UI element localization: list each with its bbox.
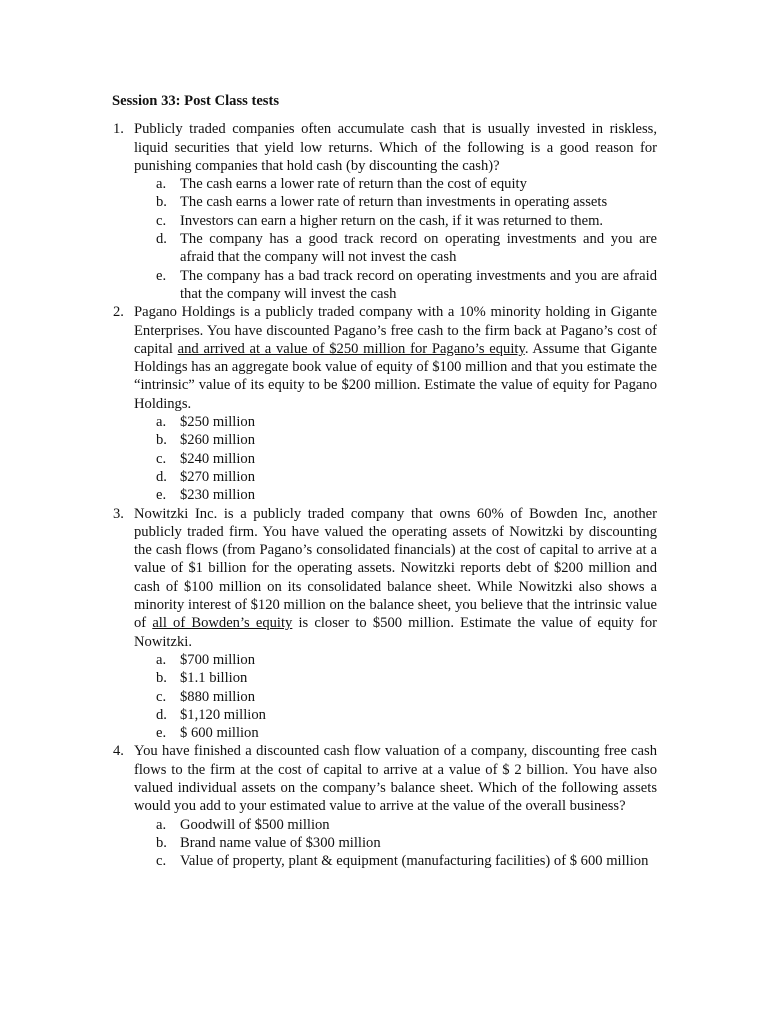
option-text: Brand name value of $300 million xyxy=(180,834,381,851)
option-list xyxy=(134,413,657,504)
option-letter: a. xyxy=(156,651,167,668)
option-letter: d. xyxy=(156,706,167,723)
option-text: The cash earns a lower rate of return than investments in operating assets xyxy=(180,194,608,211)
option-text: $260 million xyxy=(180,432,255,449)
stem-text: . Assume that Gigante Holdings has an aggregate book value of equity of $100 million and that you estimate the “intrinsic” value of its equity to be $200 million. Estimate the value of equity for Pagano Holdings. xyxy=(134,340,657,412)
option-item xyxy=(134,816,657,834)
option-letter: c. xyxy=(156,450,167,467)
option-letter: b. xyxy=(156,670,167,687)
option-item xyxy=(134,267,657,304)
option-text: $270 million xyxy=(180,468,255,485)
option-text: $1,120 million xyxy=(180,706,266,723)
question-2 xyxy=(112,303,657,504)
option-item xyxy=(134,450,657,468)
option-item xyxy=(134,413,657,431)
question-stem xyxy=(134,303,657,413)
page-title: Session 33: Post Class tests xyxy=(112,93,280,109)
option-text: Investors can earn a higher return on the cash, if it was returned to them. xyxy=(180,212,604,229)
document-page xyxy=(112,92,657,870)
option-text: Goodwill of $500 million xyxy=(180,816,330,833)
underlined-text: and arrived at a value of $250 million for Pagano’s equity xyxy=(177,340,525,357)
option-item xyxy=(134,852,657,870)
option-letter: c. xyxy=(156,853,167,870)
option-letter: c. xyxy=(156,212,167,229)
option-list xyxy=(134,175,657,303)
option-list xyxy=(134,651,657,742)
option-letter: b. xyxy=(156,834,167,851)
option-text: $700 million xyxy=(180,651,255,668)
option-list xyxy=(134,816,657,871)
question-4 xyxy=(112,742,657,870)
option-letter: a. xyxy=(156,414,167,431)
option-text: The cash earns a lower rate of return than the cost of equity xyxy=(180,176,527,193)
stem-text: is closer to $500 million. Estimate the value of equity for Nowitzki. xyxy=(134,615,657,650)
option-letter: d. xyxy=(156,468,167,485)
option-item xyxy=(134,724,657,742)
option-letter: e. xyxy=(156,725,167,742)
option-letter: a. xyxy=(156,176,167,193)
question-stem xyxy=(134,120,657,175)
option-letter: b. xyxy=(156,194,167,211)
question-stem xyxy=(134,505,657,651)
option-item xyxy=(134,193,657,211)
question-number: 1. xyxy=(113,121,124,138)
option-text: $880 million xyxy=(180,688,255,705)
stem-text: You have finished a discounted cash flow valuation of a company, discounting free cash flows to the firm at the cost of capital to arrive at a value of $ 2 billion. You have also valued individual assets on the company’s balance sheet. Which of the following assets would you add to your estimated value to arrive at the value of the overall business? xyxy=(134,743,657,815)
option-letter: b. xyxy=(156,432,167,449)
option-letter: c. xyxy=(156,688,167,705)
option-text: $230 million xyxy=(180,487,255,504)
option-item xyxy=(134,706,657,724)
question-3 xyxy=(112,505,657,743)
option-text: Value of property, plant & equipment (manufacturing facilities) of $ 600 million xyxy=(180,853,649,870)
stem-text: Publicly traded companies often accumulate cash that is usually invested in riskless, liquid securities that yield low returns. Which of the following is a good reason for punishing companies that hold cash (by discounting the cash)? xyxy=(134,121,657,174)
option-item xyxy=(134,669,657,687)
question-1 xyxy=(112,120,657,303)
question-number: 3. xyxy=(113,505,124,522)
stem-text: Nowitzki Inc. is a publicly traded company that owns 60% of Bowden Inc, another publicly traded firm. You have valued the operating assets of Nowitzki by discounting the cash flows (from Pagano’s consolidated financials) at the cost of capital to arrive at a value of $1 billion for the operating assets. Nowitzki reports debt of $200 million and cash of $100 million on its consolidated balance sheet. While Nowitzki also shows a minority interest of $120 million on the balance sheet, you believe that the intrinsic value of xyxy=(134,505,657,632)
option-item xyxy=(134,468,657,486)
question-number: 4. xyxy=(113,743,124,760)
option-text: $1.1 billion xyxy=(180,670,248,687)
option-text: $250 million xyxy=(180,414,255,431)
option-text: The company has a good track record on operating investments and you are afraid that the company will not invest the cash xyxy=(180,231,657,266)
option-text: $ 600 million xyxy=(180,725,259,742)
option-item xyxy=(134,230,657,267)
option-text: $240 million xyxy=(180,450,255,467)
option-item xyxy=(134,651,657,669)
option-item xyxy=(134,688,657,706)
option-text: The company has a bad track record on operating investments and you are afraid that the company will invest the cash xyxy=(180,267,657,302)
question-stem xyxy=(134,742,657,815)
stem-text: Pagano Holdings is a publicly traded company with a 10% minority holding in Gigante Enterprises. You have discounted Pagano’s free cash to the firm back at Pagano’s cost of capital xyxy=(134,304,657,357)
underlined-text: all of Bowden’s equity xyxy=(152,615,293,632)
option-letter: e. xyxy=(156,267,167,284)
option-letter: e. xyxy=(156,487,167,504)
option-item xyxy=(134,431,657,449)
option-item xyxy=(134,212,657,230)
question-number: 2. xyxy=(113,304,124,321)
option-item xyxy=(134,486,657,504)
option-letter: a. xyxy=(156,816,167,833)
option-letter: d. xyxy=(156,231,167,248)
option-item xyxy=(134,834,657,852)
option-item xyxy=(134,175,657,193)
question-list xyxy=(112,120,657,870)
